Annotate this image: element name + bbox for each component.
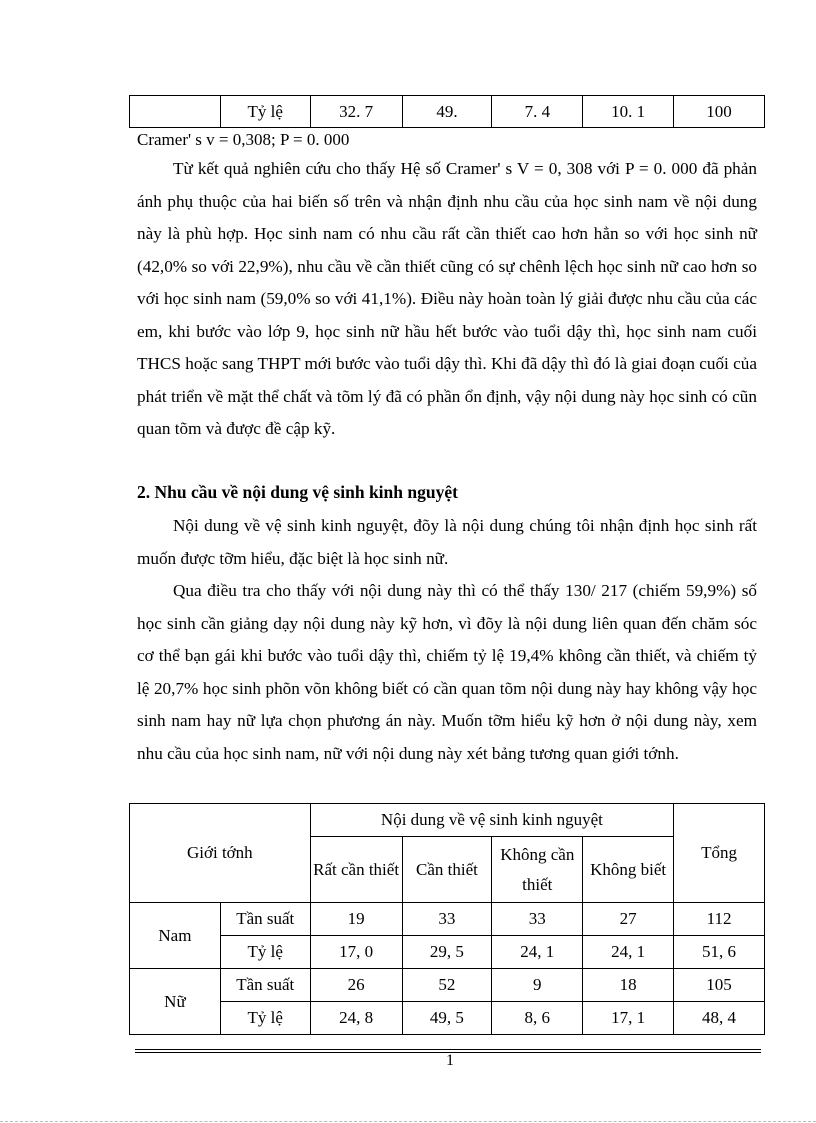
table-cell: 105 <box>674 969 765 1002</box>
table-cell: 112 <box>674 903 765 936</box>
table-cell: 8, 6 <box>492 1002 583 1035</box>
total-header: Tổng <box>674 804 765 903</box>
table-cell: 48, 4 <box>674 1002 765 1035</box>
row-label: Tần suất <box>220 903 310 936</box>
paragraph-survey <box>137 575 757 770</box>
table-cell: 100 <box>674 96 765 128</box>
table-cell: 9 <box>492 969 583 1002</box>
table-cell: 49, 5 <box>402 1002 492 1035</box>
group-label-nam: Nam <box>130 903 221 969</box>
column-header: Không cần thiết <box>492 837 583 903</box>
table-cell <box>130 96 221 128</box>
cramer-statistic: Cramer' s v = 0,308; P = 0. 000 <box>137 130 350 149</box>
table-cell: 7. 4 <box>492 96 583 128</box>
column-header: Không biết <box>583 837 674 903</box>
group-header: Nội dung về vệ sinh kinh nguyệt <box>310 804 673 837</box>
table-row <box>130 936 765 969</box>
group-label-nu: Nữ <box>130 969 221 1035</box>
table-cell: 18 <box>583 969 674 1002</box>
top-table-fragment <box>129 95 765 128</box>
table-cell: 32. 7 <box>310 96 402 128</box>
row-label: Tần suất <box>220 969 310 1002</box>
paragraph-text: Qua điều tra cho thấy với nội dung này thì có thể thấy 130/ 217 (chiếm 59,9%) số học sinh cần giảng dạy nội dung này kỹ hơn, vì đõy là nội dung liên quan đến chăm sóc cơ thể bạn gái khi bước vào tuổi dậy thì, chiếm tỷ lệ 19,4% không cần thiết, và chiếm tỷ lệ 20,7% học sinh phõn võn không biết có cần quan tõm nội dung này hay không vậy học sinh nam hay nữ lựa chọn phương án này. Muốn tỡm hiểu kỹ hơn ở nội dung này, xem nhu cầu của học sinh nam, nữ với nội dung này xét bảng tương quan giới tớnh. <box>137 581 757 763</box>
table-row <box>130 903 765 936</box>
table-cell: 51, 6 <box>674 936 765 969</box>
column-header: Rất cần thiết <box>310 837 402 903</box>
footer-rule-top <box>135 1049 761 1050</box>
section-heading: 2. Nhu cầu về nội dung vệ sinh kinh nguyệt <box>137 482 458 502</box>
table-cell: 26 <box>310 969 402 1002</box>
table-cell: Tỷ lệ <box>220 96 310 128</box>
paragraph-results <box>137 153 757 446</box>
page-break-line <box>0 1121 816 1122</box>
table-cell: 33 <box>492 903 583 936</box>
table-cell: 24, 1 <box>492 936 583 969</box>
table-header-row <box>130 804 765 837</box>
table-row <box>130 1002 765 1035</box>
table-cell: 33 <box>402 903 492 936</box>
table-cell: 49. <box>402 96 492 128</box>
paragraph-text: Từ kết quả nghiên cứu cho thấy Hệ số Cramer' s V = 0, 308 với P = 0. 000 đã phản ánh phụ thuộc của hai biến số trên và nhận định nhu cầu của học sinh nam về nội dung này là phù hợp. Học sinh nam có nhu cầu rất cần thiết cao hơn hẳn so với học sinh nữ (42,0% so với 22,9%), nhu cầu về cần thiết cũng có sự chênh lệch học sinh nữ cao hơn so với học sinh nam (59,0% so với 41,1%). Điều này hoàn toàn lý giải được nhu cầu của các em, khi bước vào lớp 9, học sinh nữ hầu hết bước vào tuổi dậy thì, học sinh nam cuối THCS hoặc sang THPT mới bước vào tuổi dậy thì. Khi đã dậy thì đó là giai đoạn cuối của phát triển về mặt thể chất và tõm lý đã có phần ổn định, vậy nội dung này học sinh có cũn quan tõm và được đề cập kỹ. <box>137 159 757 438</box>
page-number: 1 <box>446 1052 454 1069</box>
row-label: Tỷ lệ <box>220 1002 310 1035</box>
table-cell: 24, 8 <box>310 1002 402 1035</box>
table-cell: 52 <box>402 969 492 1002</box>
table-row <box>130 96 765 128</box>
table-cell: 17, 0 <box>310 936 402 969</box>
table-cell: 24, 1 <box>583 936 674 969</box>
gender-header: Giới tớnh <box>130 804 311 903</box>
paragraph-text: Nội dung về vệ sinh kinh nguyệt, đõy là nội dung chúng tôi nhận định học sinh rất muốn được tỡm hiểu, đặc biệt là học sinh nữ. <box>137 516 757 568</box>
table-cell: 10. 1 <box>583 96 674 128</box>
column-header: Cần thiết <box>402 837 492 903</box>
table-cell: 19 <box>310 903 402 936</box>
row-label: Tỷ lệ <box>220 936 310 969</box>
paragraph-intro <box>137 510 757 575</box>
table-cell: 17, 1 <box>583 1002 674 1035</box>
gender-correlation-table <box>129 803 765 1035</box>
table-cell: 29, 5 <box>402 936 492 969</box>
table-cell: 27 <box>583 903 674 936</box>
table-row <box>130 969 765 1002</box>
